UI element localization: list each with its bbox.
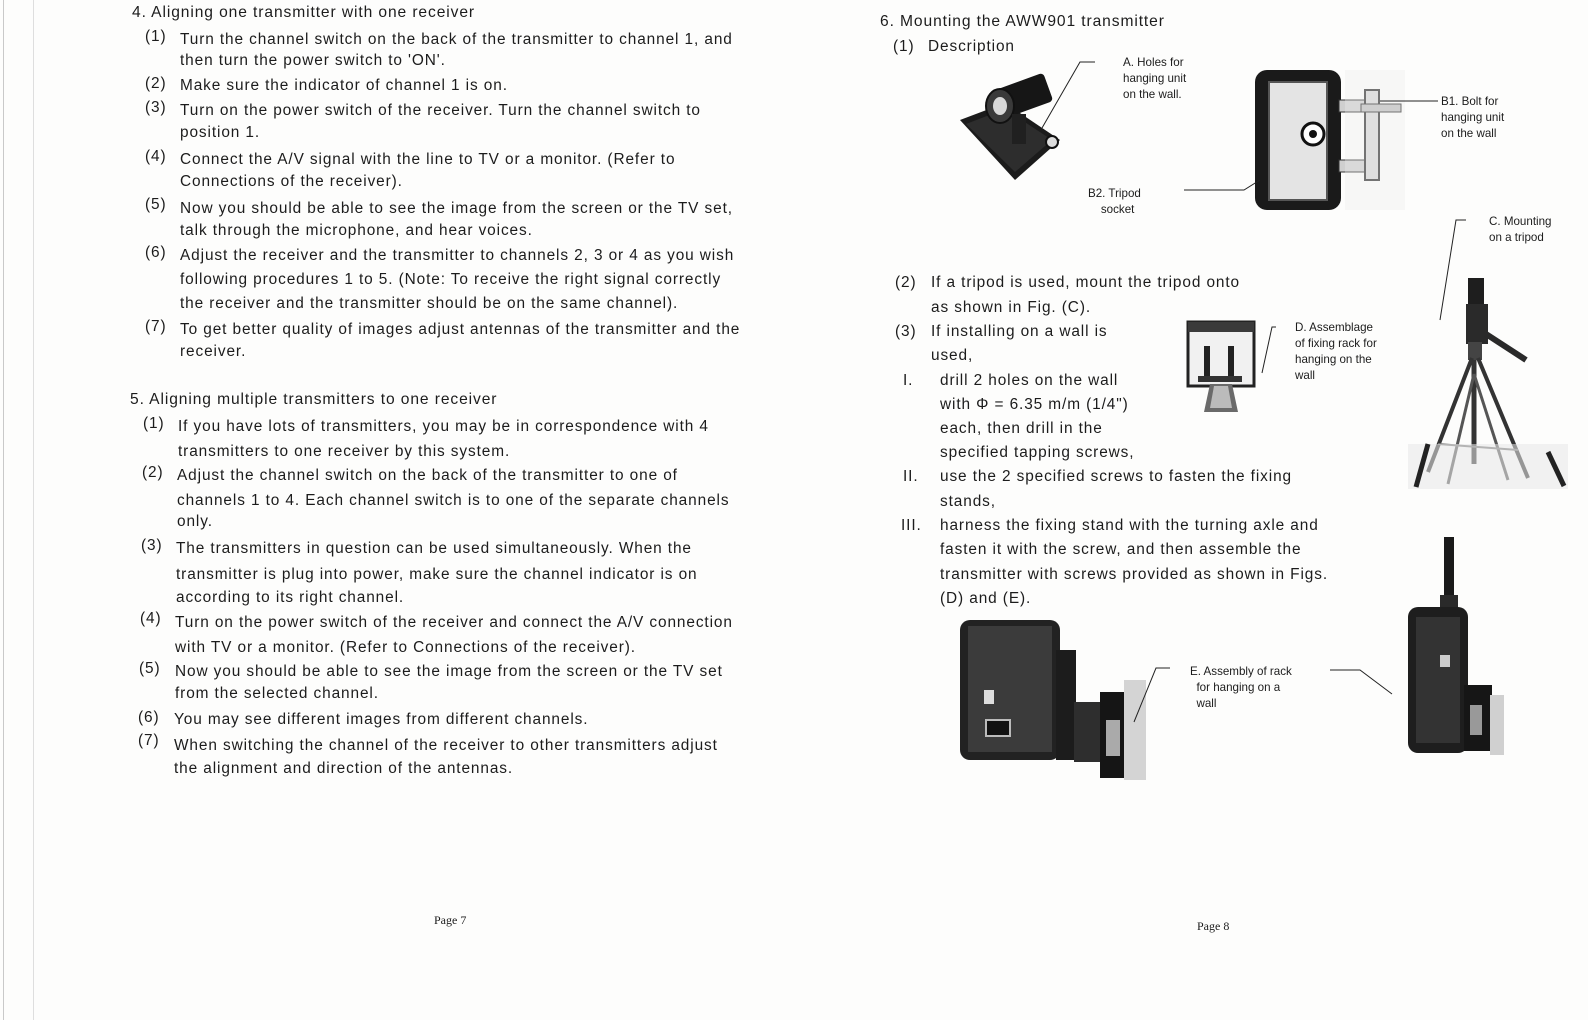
item-text-line: Adjust the channel switch on the back of the transmitter to one of bbox=[177, 467, 678, 484]
item-number: (6) bbox=[145, 244, 167, 261]
page-number: Page 8 bbox=[1197, 919, 1230, 933]
item-number: (5) bbox=[139, 660, 161, 677]
item-text-line: Connect the A/V signal with the line to TV or a monitor. (Refer to bbox=[180, 151, 676, 168]
sub-number: (2) bbox=[895, 274, 917, 291]
leader-line bbox=[1132, 664, 1172, 724]
item-number: (6) bbox=[138, 709, 160, 726]
step-text-line: (D) and (E). bbox=[940, 590, 1032, 607]
item-text-line: You may see different images from different channels. bbox=[174, 711, 589, 728]
step-text-line: with Φ = 6.35 m/m (1/4") bbox=[940, 396, 1129, 413]
item-number: (2) bbox=[145, 75, 167, 92]
item-number: (2) bbox=[142, 464, 164, 481]
item-text-line: transmitters to one receiver by this system. bbox=[178, 443, 511, 460]
item-text-line: talk through the microphone, and hear voices. bbox=[180, 222, 533, 239]
label-a-holes: A. Holes for hanging unit on the wall. bbox=[1123, 56, 1187, 101]
label-e-assembly: E. Assembly of rack for hanging on a wall bbox=[1190, 665, 1292, 710]
sub-text-line: If installing on a wall is bbox=[931, 323, 1108, 340]
item-number: (1) bbox=[145, 28, 167, 45]
item-text-line: Now you should be able to see the image from the screen or the TV set, bbox=[180, 200, 733, 217]
figure-e-wall-mount-image bbox=[960, 620, 1150, 780]
label-b2-tripod-socket: B2. Tripod socket bbox=[1088, 187, 1141, 216]
item-text-line: Make sure the indicator of channel 1 is on. bbox=[180, 77, 508, 94]
step-number: II. bbox=[903, 468, 919, 485]
item-text-line: according to its right channel. bbox=[176, 589, 405, 606]
item-text-line: transmitter is plug into power, make sure the channel indicator is on bbox=[176, 566, 698, 583]
sub-text-line: used, bbox=[931, 347, 974, 364]
page-number: Page 7 bbox=[434, 913, 467, 927]
step-text-line: drill 2 holes on the wall bbox=[940, 372, 1119, 389]
item-number: (7) bbox=[145, 318, 167, 335]
item-text-line: then turn the power switch to 'ON'. bbox=[180, 52, 446, 69]
item-text-line: Connections of the receiver). bbox=[180, 173, 403, 190]
item-text-line: Adjust the receiver and the transmitter to channels 2, 3 or 4 as you wish bbox=[180, 247, 735, 264]
label-c-tripod: C. Mounting on a tripod bbox=[1489, 215, 1552, 244]
description-label: Description bbox=[928, 38, 1015, 55]
item-number: (3) bbox=[145, 99, 167, 116]
leader-line bbox=[1380, 96, 1440, 106]
item-text-line: position 1. bbox=[180, 124, 261, 141]
item-text-line: Turn on the power switch of the receiver and connect the A/V connection bbox=[175, 614, 733, 631]
sub-text-line: as shown in Fig. (C). bbox=[931, 299, 1092, 316]
figure-e-mounted-transmitter-image bbox=[1400, 535, 1510, 765]
sub-number: (3) bbox=[895, 323, 917, 340]
figure-d-bracket-image bbox=[1188, 320, 1258, 420]
item-number: (5) bbox=[145, 196, 167, 213]
item-text-line: the receiver and the transmitter should be on the same channel). bbox=[180, 295, 679, 312]
item-text-line: Turn on the power switch of the receiver. Turn the channel switch to bbox=[180, 102, 701, 119]
item-text-line: the alignment and direction of the antennas. bbox=[174, 760, 514, 777]
leader-line bbox=[1182, 180, 1262, 200]
figure-b-transmitter-back-image bbox=[1255, 70, 1405, 212]
sub-number: (1) bbox=[893, 38, 915, 55]
leader-line bbox=[1260, 325, 1280, 375]
leader-line bbox=[1328, 666, 1398, 696]
item-text-line: with TV or a monitor. (Refer to Connections of the receiver). bbox=[175, 639, 636, 656]
item-text-line: If you have lots of transmitters, you may be in correspondence with 4 bbox=[178, 418, 709, 435]
section-6-heading: 6. Mounting the AWW901 transmitter bbox=[880, 13, 1165, 30]
item-number: (3) bbox=[141, 537, 163, 554]
step-text-line: fasten it with the screw, and then assemble the bbox=[940, 541, 1302, 558]
section-5-heading: 5. Aligning multiple transmitters to one receiver bbox=[130, 391, 498, 408]
item-text-line: The transmitters in question can be used simultaneously. When the bbox=[176, 540, 692, 557]
step-text-line: each, then drill in the bbox=[940, 420, 1103, 437]
figure-c-tripod-image bbox=[1408, 274, 1568, 489]
item-number: (4) bbox=[140, 610, 162, 627]
step-text-line: use the 2 specified screws to fasten the fixing bbox=[940, 468, 1292, 485]
item-text-line: Turn the channel switch on the back of the transmitter to channel 1, and bbox=[180, 31, 733, 48]
step-number: III. bbox=[901, 517, 922, 534]
leader-line bbox=[1040, 60, 1100, 130]
step-text-line: transmitter with screws provided as shown in Figs. bbox=[940, 566, 1328, 583]
page-8 bbox=[800, 0, 1588, 1020]
item-text-line: from the selected channel. bbox=[175, 685, 379, 702]
item-text-line: only. bbox=[177, 513, 213, 530]
item-text-line: channels 1 to 4. Each channel switch is to one of the separate channels bbox=[177, 492, 730, 509]
item-text-line: When switching the channel of the receiver to other transmitters adjust bbox=[174, 737, 718, 754]
item-text-line: following procedures 1 to 5. (Note: To receive the right signal correctly bbox=[180, 271, 722, 288]
item-text-line: To get better quality of images adjust antennas of the transmitter and the bbox=[180, 321, 741, 338]
item-text-line: Now you should be able to see the image from the screen or the TV set bbox=[175, 663, 723, 680]
item-number: (4) bbox=[145, 148, 167, 165]
item-number: (7) bbox=[138, 732, 160, 749]
item-number: (1) bbox=[143, 415, 165, 432]
step-number: I. bbox=[903, 372, 914, 389]
label-b1-bolt: B1. Bolt for hanging unit on the wall bbox=[1441, 95, 1505, 140]
step-text-line: harness the fixing stand with the turning axle and bbox=[940, 517, 1319, 534]
item-text-line: receiver. bbox=[180, 343, 247, 360]
step-text-line: stands, bbox=[940, 493, 996, 510]
label-d-assemblage: D. Assemblage of fixing rack for hanging on the wall bbox=[1295, 321, 1377, 382]
step-text-line: specified tapping screws, bbox=[940, 444, 1135, 461]
sub-text-line: If a tripod is used, mount the tripod onto bbox=[931, 274, 1241, 291]
section-4-heading: 4. Aligning one transmitter with one receiver bbox=[132, 4, 476, 21]
